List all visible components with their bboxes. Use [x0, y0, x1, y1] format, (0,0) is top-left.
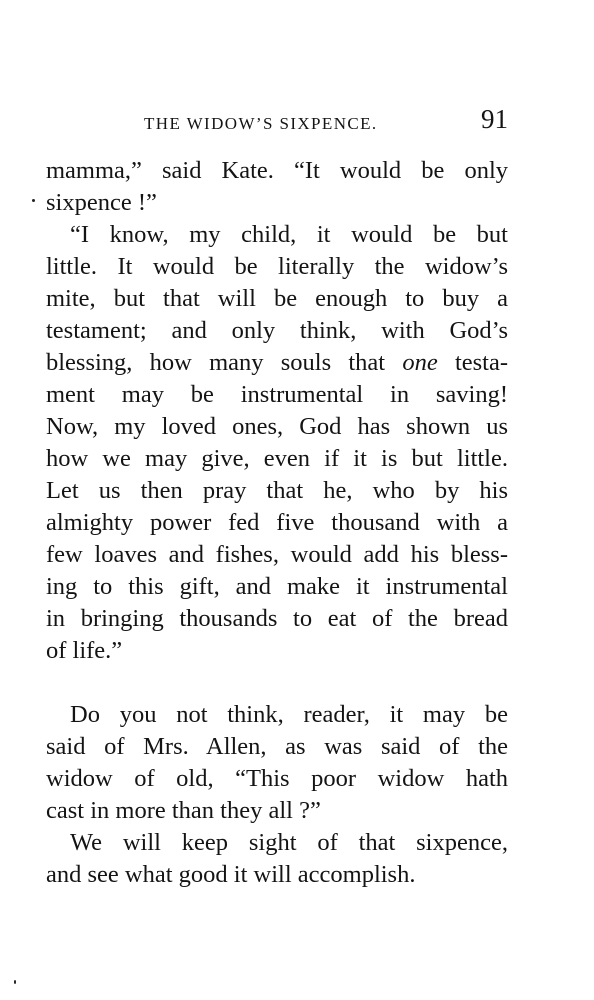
text-line: mite, but that will be enough to buy a [46, 285, 508, 312]
text-line: said of Mrs. Allen, as was said of the [46, 733, 508, 760]
text-line: few loaves and fishes, would add his bless- [46, 541, 508, 568]
running-head [46, 104, 508, 138]
text-line: ment may be instrumental in saving! [46, 381, 508, 408]
text-line: widow of old, “This poor widow hath [46, 765, 508, 792]
paragraph [46, 219, 508, 667]
body-text [46, 155, 508, 891]
text-line: We will keep sight of that sixpence, [70, 829, 508, 856]
text-line: blessing, how many souls that one testa- [46, 349, 509, 376]
text-line: sixpence !” [46, 189, 157, 216]
ink-speck [14, 980, 16, 984]
text-line: ing to this gift, and make it instrumental [46, 573, 508, 600]
text-line: in bringing thousands to eat of the bread [46, 605, 508, 632]
text-line: almighty power fed five thousand with a [46, 509, 508, 536]
ink-speck [32, 199, 35, 202]
text-line: Now, my loved ones, God has shown us [46, 413, 508, 440]
text-line: and see what good it will accomplish. [46, 861, 416, 888]
paragraph [46, 827, 508, 891]
text-line: Let us then pray that he, who by his [46, 477, 508, 504]
paragraph-gap [46, 667, 508, 699]
running-title: THE WIDOW’S SIXPENCE. [144, 114, 378, 133]
paragraph [46, 699, 508, 827]
text-line: how we may give, even if it is but little. [46, 445, 508, 472]
text-line: “I know, my child, it would be but [70, 221, 508, 248]
page-number: 91 [481, 104, 508, 134]
text-line: of life.” [46, 637, 123, 664]
paragraph [46, 155, 508, 219]
emphasis: one [402, 349, 438, 376]
text-line: mamma,” said Kate. “It would be only [46, 157, 508, 184]
text-line: little. It would be literally the widow’s [46, 253, 508, 280]
text-line: cast in more than they all ?” [46, 797, 321, 824]
text-line: Do you not think, reader, it may be [70, 701, 508, 728]
text-line: testament; and only think, with God’s [46, 317, 508, 344]
